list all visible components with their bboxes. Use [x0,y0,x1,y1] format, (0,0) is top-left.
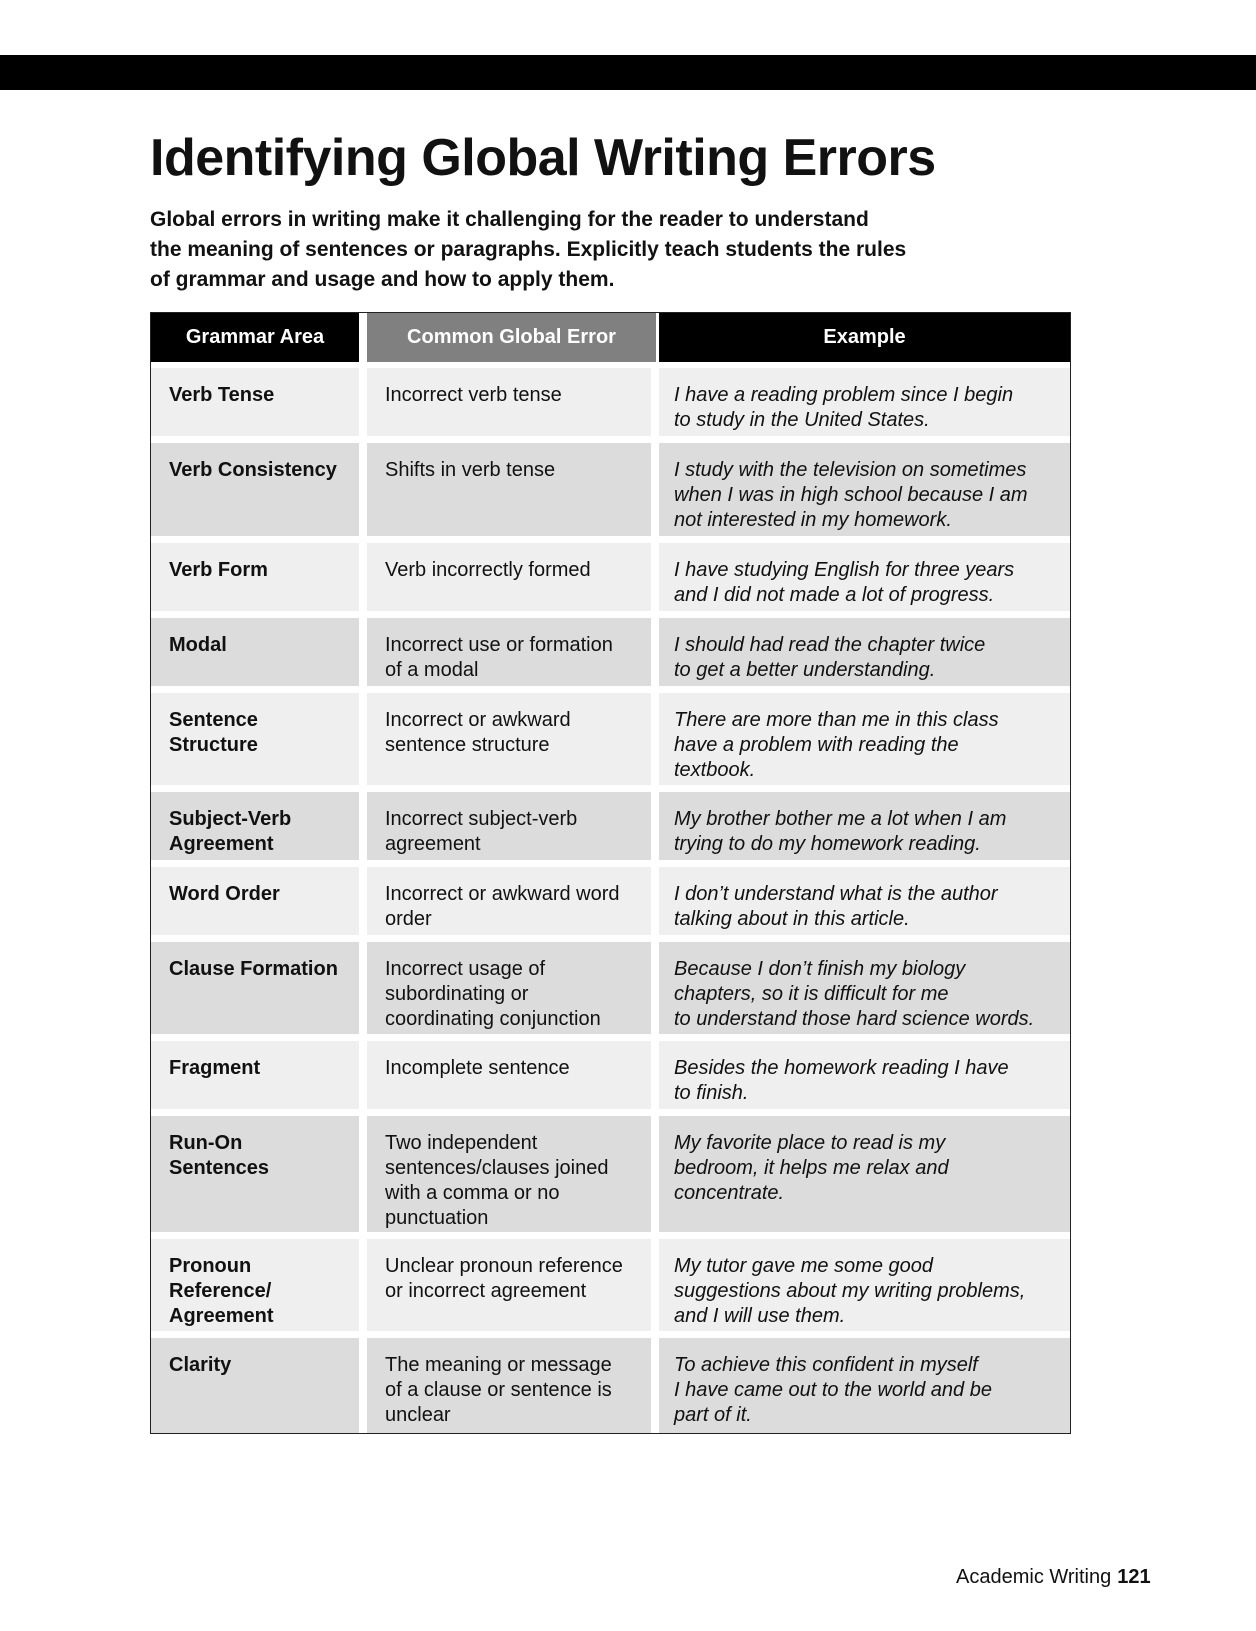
cell-line: Incorrect use or formation [385,634,613,656]
table-row [151,618,1070,693]
cell-line: My favorite place to read is my [674,1132,946,1154]
cell-grammar-area [151,693,367,792]
cell-line: Incorrect or awkward word [385,883,620,905]
table-row [151,792,1070,867]
cell-line: textbook. [674,759,756,781]
cell-example [659,792,1070,867]
cell-line: Because I don’t finish my biology [674,958,966,980]
cell-line: Shifts in verb tense [385,459,556,481]
cell-line: Clarity [169,1354,232,1376]
header-example: Example [659,313,1070,368]
cell-common-error [367,867,659,942]
header-grammar-area: Grammar Area [151,313,367,368]
cell-line: to finish. [674,1082,749,1104]
cell-line: Incorrect subject-verb [385,808,578,830]
cell-grammar-area [151,1116,367,1239]
cell-line: trying to do my homework reading. [674,833,981,855]
cell-line: to understand those hard science words. [674,1008,1035,1030]
cell-line: part of it. [674,1404,752,1426]
cell-line: and I did not made a lot of progress. [674,584,995,606]
cell-common-error [367,942,659,1041]
cell-line: Agreement [169,1305,274,1327]
cell-line: Besides the homework reading I have [674,1057,1009,1079]
table-row [151,443,1070,543]
cell-line: Incorrect verb tense [385,384,562,406]
cell-line: have a problem with reading the [674,734,959,756]
cell-grammar-area [151,618,367,693]
page-footer [956,1566,1151,1589]
cell-example [659,1239,1070,1338]
cell-line: Two independent [385,1132,538,1154]
cell-line: when I was in high school because I am [674,484,1028,506]
cell-line: and I will use them. [674,1305,846,1327]
top-black-bar [0,55,1256,90]
cell-common-error [367,368,659,443]
cell-grammar-area [151,1041,367,1116]
cell-line: Subject-Verb [169,808,292,830]
cell-example [659,942,1070,1041]
cell-example [659,867,1070,942]
cell-line: Verb Tense [169,384,275,406]
cell-grammar-area [151,792,367,867]
intro-line: the meaning of sentences or paragraphs. Explicitly teach students the rules [150,238,907,261]
table-row [151,1116,1070,1239]
intro-paragraph [150,205,1010,295]
table-row [151,867,1070,942]
cell-common-error [367,1239,659,1338]
cell-example [659,693,1070,792]
cell-common-error [367,543,659,618]
cell-line: of a modal [385,659,479,681]
cell-line: I have came out to the world and be [674,1379,992,1401]
cell-common-error [367,1041,659,1116]
cell-line: to get a better understanding. [674,659,936,681]
cell-line: The meaning or message [385,1354,612,1376]
cell-line: To achieve this confident in myself [674,1354,978,1376]
cell-line: talking about in this article. [674,908,910,930]
cell-line: Verb Form [169,559,268,581]
cell-common-error [367,443,659,543]
cell-line: Pronoun [169,1255,252,1277]
cell-line: Reference/ [169,1280,272,1302]
cell-grammar-area [151,1338,367,1433]
cell-common-error [367,693,659,792]
cell-line: Structure [169,734,258,756]
table-row [151,942,1070,1041]
table-body [151,368,1070,1433]
intro-line: of grammar and usage and how to apply them. [150,268,615,291]
cell-line: Word Order [169,883,280,905]
cell-common-error [367,1116,659,1239]
cell-line: Fragment [169,1057,261,1079]
cell-example [659,543,1070,618]
page-title: Identifying Global Writing Errors [150,129,936,187]
cell-line: agreement [385,833,481,855]
cell-line: My tutor gave me some good [674,1255,934,1277]
cell-common-error [367,792,659,867]
page-number: 121 [1117,1566,1151,1588]
cell-line: to study in the United States. [674,409,930,431]
cell-line: punctuation [385,1207,489,1229]
cell-line: subordinating or [385,983,529,1005]
cell-line: I have a reading problem since I begin [674,384,1014,406]
intro-line: Global errors in writing make it challenging for the reader to understand [150,208,869,231]
cell-line: with a comma or no [385,1182,560,1204]
table-row [151,368,1070,443]
cell-grammar-area [151,942,367,1041]
cell-line: Verb Consistency [169,459,337,481]
cell-line: order [385,908,432,930]
cell-line: Run-On [169,1132,243,1154]
cell-line: or incorrect agreement [385,1280,587,1302]
cell-example [659,368,1070,443]
cell-line: coordinating conjunction [385,1008,601,1030]
cell-line: not interested in my homework. [674,509,952,531]
cell-line: of a clause or sentence is [385,1379,612,1401]
cell-line: I study with the television on sometimes [674,459,1027,481]
footer-label: Academic Writing [956,1566,1112,1588]
cell-common-error [367,618,659,693]
table-header-row [151,313,1070,368]
global-errors-table [150,312,1071,1434]
cell-line: sentences/clauses joined [385,1157,609,1179]
cell-line: Unclear pronoun reference [385,1255,623,1277]
cell-line: bedroom, it helps me relax and [674,1157,949,1179]
cell-line: sentence structure [385,734,550,756]
cell-grammar-area [151,1239,367,1338]
cell-line: My brother bother me a lot when I am [674,808,1007,830]
cell-line: Agreement [169,833,274,855]
cell-line: Sentences [169,1157,270,1179]
cell-example [659,443,1070,543]
cell-grammar-area [151,867,367,942]
cell-example [659,1116,1070,1239]
cell-line: Incorrect usage of [385,958,546,980]
cell-line: unclear [385,1404,451,1426]
table-row [151,543,1070,618]
cell-line: I should had read the chapter twice [674,634,986,656]
table-row [151,693,1070,792]
cell-line: suggestions about my writing problems, [674,1280,1026,1302]
header-common-global-error: Common Global Error [367,313,659,368]
cell-example [659,618,1070,693]
cell-grammar-area [151,443,367,543]
cell-line: Clause Formation [169,958,338,980]
cell-example [659,1338,1070,1433]
cell-line: Incomplete sentence [385,1057,570,1079]
cell-grammar-area [151,368,367,443]
cell-line: concentrate. [674,1182,785,1204]
cell-line: chapters, so it is difficult for me [674,983,949,1005]
cell-common-error [367,1338,659,1433]
cell-line: Modal [169,634,227,656]
cell-line: Incorrect or awkward [385,709,571,731]
table-row [151,1041,1070,1116]
table-row [151,1239,1070,1338]
cell-line: There are more than me in this class [674,709,999,731]
cell-line: I have studying English for three years [674,559,1015,581]
cell-line: Verb incorrectly formed [385,559,591,581]
table-row [151,1338,1070,1433]
cell-grammar-area [151,543,367,618]
cell-line: Sentence [169,709,258,731]
cell-example [659,1041,1070,1116]
cell-line: I don’t understand what is the author [674,883,998,905]
